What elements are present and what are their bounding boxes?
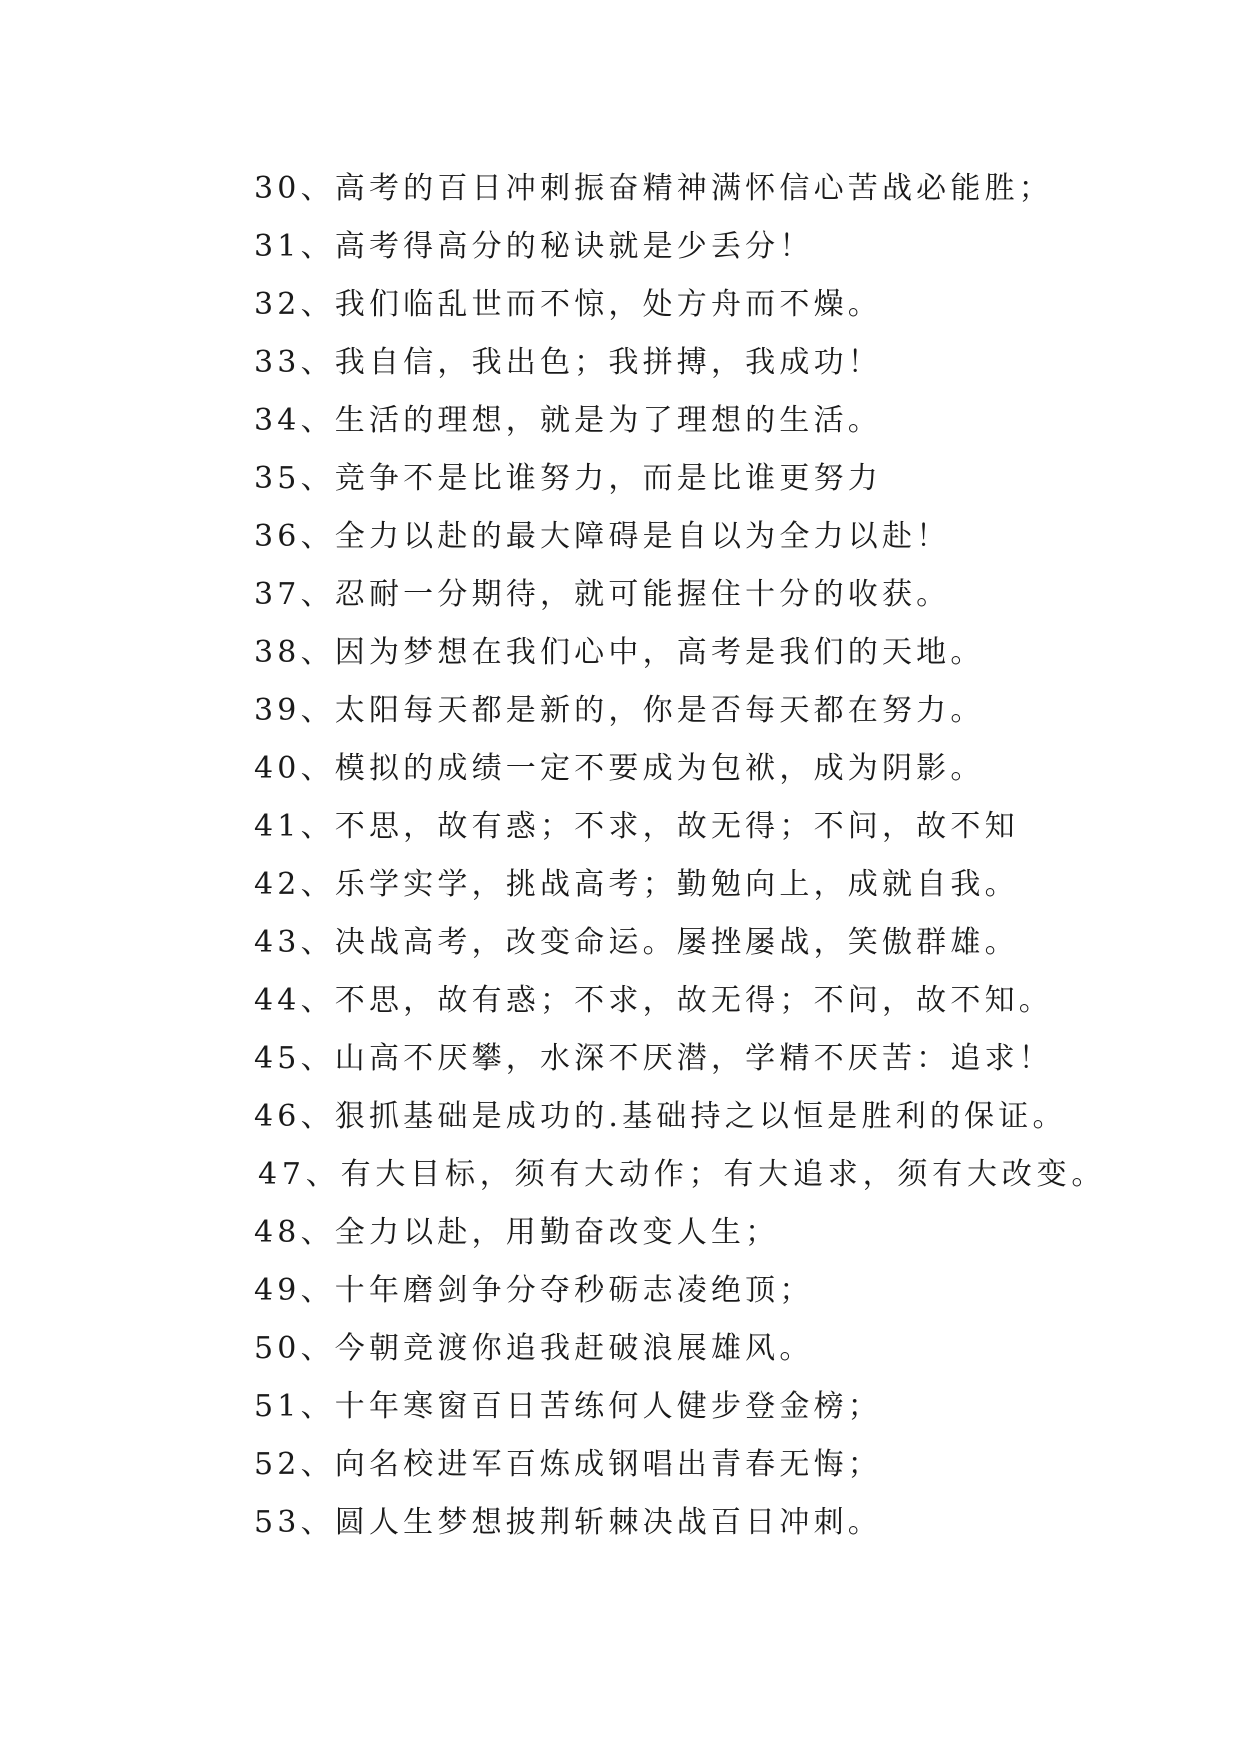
list-item-36: 36、全力以赴的最大障碍是自以为全力以赴！ — [254, 519, 951, 554]
list-item-51: 51、十年寒窗百日苦练何人健步登金榜； — [254, 1389, 882, 1424]
list-item-50: 50、今朝竞渡你追我赶破浪展雄风。 — [254, 1331, 814, 1366]
list-item-41: 41、不思，故有惑；不求，故无得；不问，故不知 — [254, 809, 1019, 844]
list-item-40: 40、模拟的成绩一定不要成为包袱，成为阴影。 — [254, 751, 985, 786]
list-item-45: 45、山高不厌攀，水深不厌潜，学精不厌苦：追求！ — [254, 1041, 1053, 1076]
list-item-37: 37、忍耐一分期待，就可能握住十分的收获。 — [254, 577, 951, 612]
list-item-30: 30、高考的百日冲刺振奋精神满怀信心苦战必能胜； — [254, 171, 1053, 206]
list-item-52: 52、向名校进军百炼成钢唱出青春无悔； — [254, 1447, 882, 1482]
list-item-34: 34、生活的理想，就是为了理想的生活。 — [254, 403, 882, 438]
list-item-53: 53、圆人生梦想披荆斩棘决战百日冲刺。 — [254, 1505, 882, 1540]
list-item-48: 48、全力以赴，用勤奋改变人生； — [254, 1215, 780, 1250]
list-item-44: 44、不思，故有惑；不求，故无得；不问，故不知。 — [254, 983, 1053, 1018]
list-item-47: 47、有大目标，须有大动作；有大追求，须有大改变。 — [258, 1157, 1107, 1192]
list-item-46: 46、狠抓基础是成功的.基础持之以恒是胜利的保证。 — [254, 1099, 1067, 1134]
list-item-43: 43、决战高考，改变命运。屡挫屡战，笑傲群雄。 — [254, 925, 1019, 960]
list-item-39: 39、太阳每天都是新的，你是否每天都在努力。 — [254, 693, 985, 728]
list-item-49: 49、十年磨剑争分夺秒砺志凌绝顶； — [254, 1273, 814, 1308]
list-item-33: 33、我自信，我出色；我拼搏，我成功！ — [254, 345, 882, 380]
list-item-42: 42、乐学实学，挑战高考；勤勉向上，成就自我。 — [254, 867, 1019, 902]
list-item-38: 38、因为梦想在我们心中，高考是我们的天地。 — [254, 635, 985, 670]
motto-list — [254, 160, 1154, 1552]
list-item-31: 31、高考得高分的秘诀就是少丢分！ — [254, 229, 814, 264]
list-item-35: 35、竞争不是比谁努力，而是比谁更努力 — [254, 461, 882, 496]
list-item-32: 32、我们临乱世而不惊，处方舟而不燥。 — [254, 287, 882, 322]
